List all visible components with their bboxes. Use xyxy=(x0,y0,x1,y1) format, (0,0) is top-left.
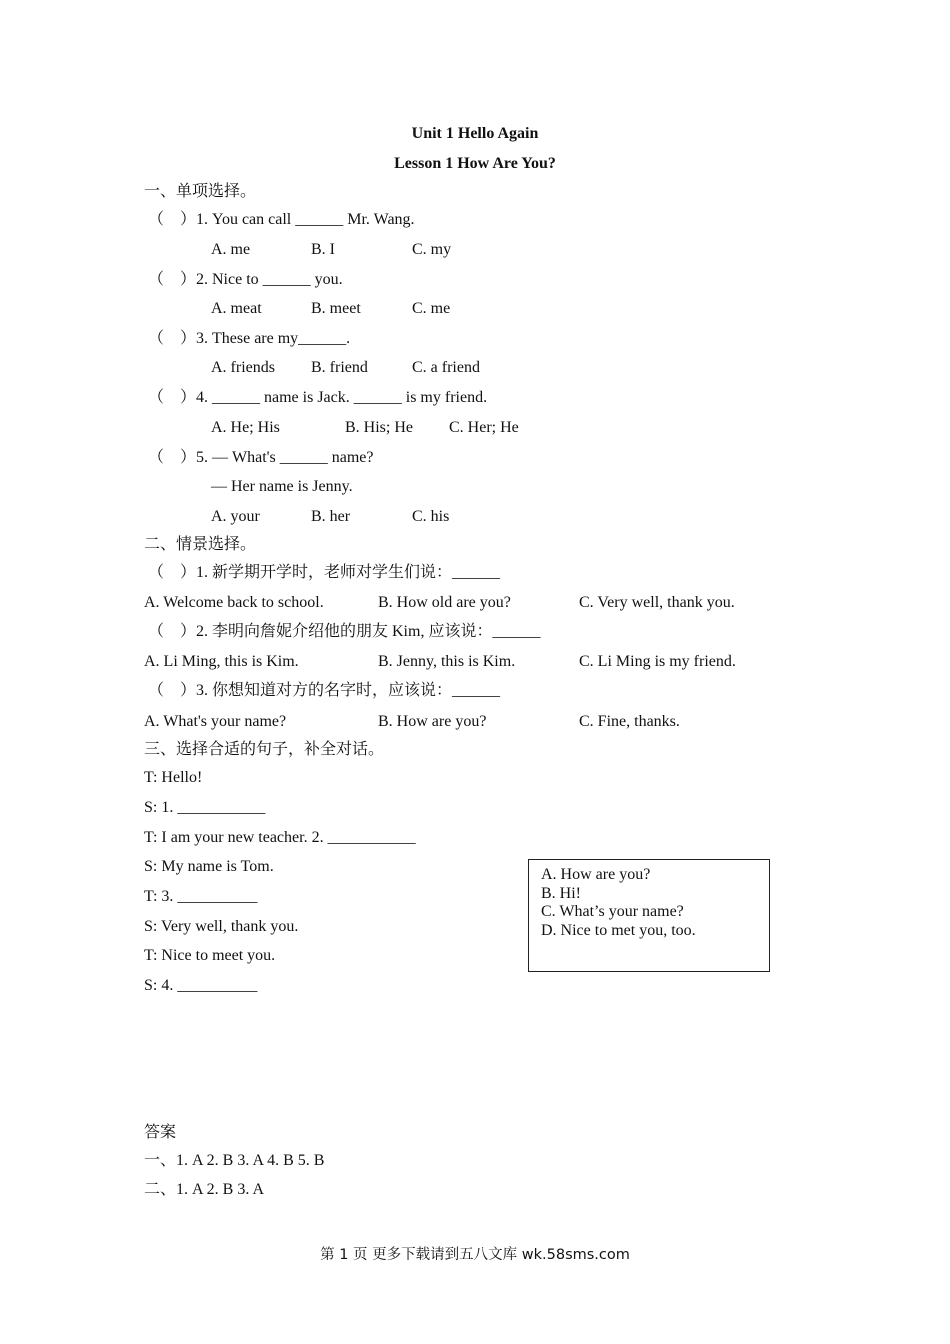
q3-option-a: A. friends xyxy=(211,359,275,376)
s2-q2-stem: （ ）2. 李明向詹妮介绍他的朋友 Kim, 应该说：______ xyxy=(148,623,541,640)
s2-q1-option-b: B. How old are you? xyxy=(378,594,511,611)
q4-option-b: B. His; He xyxy=(345,419,413,436)
q5-option-a: A. your xyxy=(211,508,260,525)
box-option: D. Nice to met you, too. xyxy=(541,921,696,939)
q1-option-a: A. me xyxy=(211,241,251,258)
sentence-options-box xyxy=(528,859,770,972)
q2-option-c: C. me xyxy=(412,300,451,317)
section3-heading: 三、选择合适的句子，补全对话。 xyxy=(144,741,385,758)
dialog-line: S: 4. __________ xyxy=(144,977,258,994)
dialog-line: S: 1. ___________ xyxy=(144,799,266,816)
dialog-line: T: 3. __________ xyxy=(144,888,258,905)
s2-q2-option-c: C. Li Ming is my friend. xyxy=(579,653,736,670)
s2-q3-option-b: B. How are you? xyxy=(378,713,487,730)
s2-q1-option-a: A. Welcome back to school. xyxy=(144,594,324,611)
q2-stem: （ ）2. Nice to ______ you. xyxy=(148,271,343,288)
q4-stem: （ ）4. ______ name is Jack. ______ is my friend. xyxy=(148,389,488,406)
box-option: C. What’s your name? xyxy=(541,903,684,920)
box-option: A. How are you? xyxy=(541,866,651,883)
q5-option-b: B. her xyxy=(311,508,351,525)
answers-line-2: 二、1. A 2. B 3. A xyxy=(144,1181,265,1198)
q5-option-c: C. his xyxy=(412,508,450,525)
s2-q1-stem: （ ）1. 新学期开学时，老师对学生们说：______ xyxy=(148,564,501,581)
section2-heading: 二、情景选择。 xyxy=(144,536,257,553)
dialog-line: S: My name is Tom. xyxy=(144,858,274,875)
answers-line-1: 一、1. A 2. B 3. A 4. B 5. B xyxy=(144,1152,325,1169)
q5-stem: （ ）5. — What's ______ name? xyxy=(148,449,374,466)
s2-q2-option-b: B. Jenny, this is Kim. xyxy=(378,653,516,670)
dialog-line: S: Very well, thank you. xyxy=(144,918,299,935)
s2-q1-option-c: C. Very well, thank you. xyxy=(579,594,735,611)
q5-stem-reply: — Her name is Jenny. xyxy=(211,478,353,495)
q3-option-c: C. a friend xyxy=(412,359,480,376)
dialog-line: T: Hello! xyxy=(144,769,203,786)
box-option: B. Hi! xyxy=(541,884,581,902)
s2-q3-option-a: A. What's your name? xyxy=(144,713,287,730)
q4-option-c: C. Her; He xyxy=(449,419,519,436)
q1-stem: （ ）1. You can call ______ Mr. Wang. xyxy=(148,211,415,228)
answers-heading: 答案 xyxy=(144,1124,177,1141)
s2-q2-option-a: A. Li Ming, this is Kim. xyxy=(144,653,299,670)
q4-option-a: A. He; His xyxy=(211,419,280,436)
q2-option-b: B. meet xyxy=(311,300,361,317)
q2-option-a: A. meat xyxy=(211,300,262,317)
s2-q3-stem: （ ）3. 你想知道对方的名字时，应该说：______ xyxy=(148,682,501,699)
dialog-line: T: Nice to meet you. xyxy=(144,947,276,964)
s2-q3-option-c: C. Fine, thanks. xyxy=(579,713,680,730)
page-footer: 第 1 页 更多下载请到五八文库 wk.58sms.com xyxy=(320,1247,630,1263)
q3-option-b: B. friend xyxy=(311,359,368,376)
section1-heading: 一、单项选择。 xyxy=(144,183,257,200)
dialog-line: T: I am your new teacher. 2. ___________ xyxy=(144,829,416,846)
q3-stem: （ ）3. These are my______. xyxy=(148,330,351,347)
q1-option-b: B. I xyxy=(311,241,335,258)
q1-option-c: C. my xyxy=(412,241,452,258)
page-title: Unit 1 Hello Again xyxy=(411,125,539,142)
lesson-title: Lesson 1 How Are You? xyxy=(394,155,556,172)
